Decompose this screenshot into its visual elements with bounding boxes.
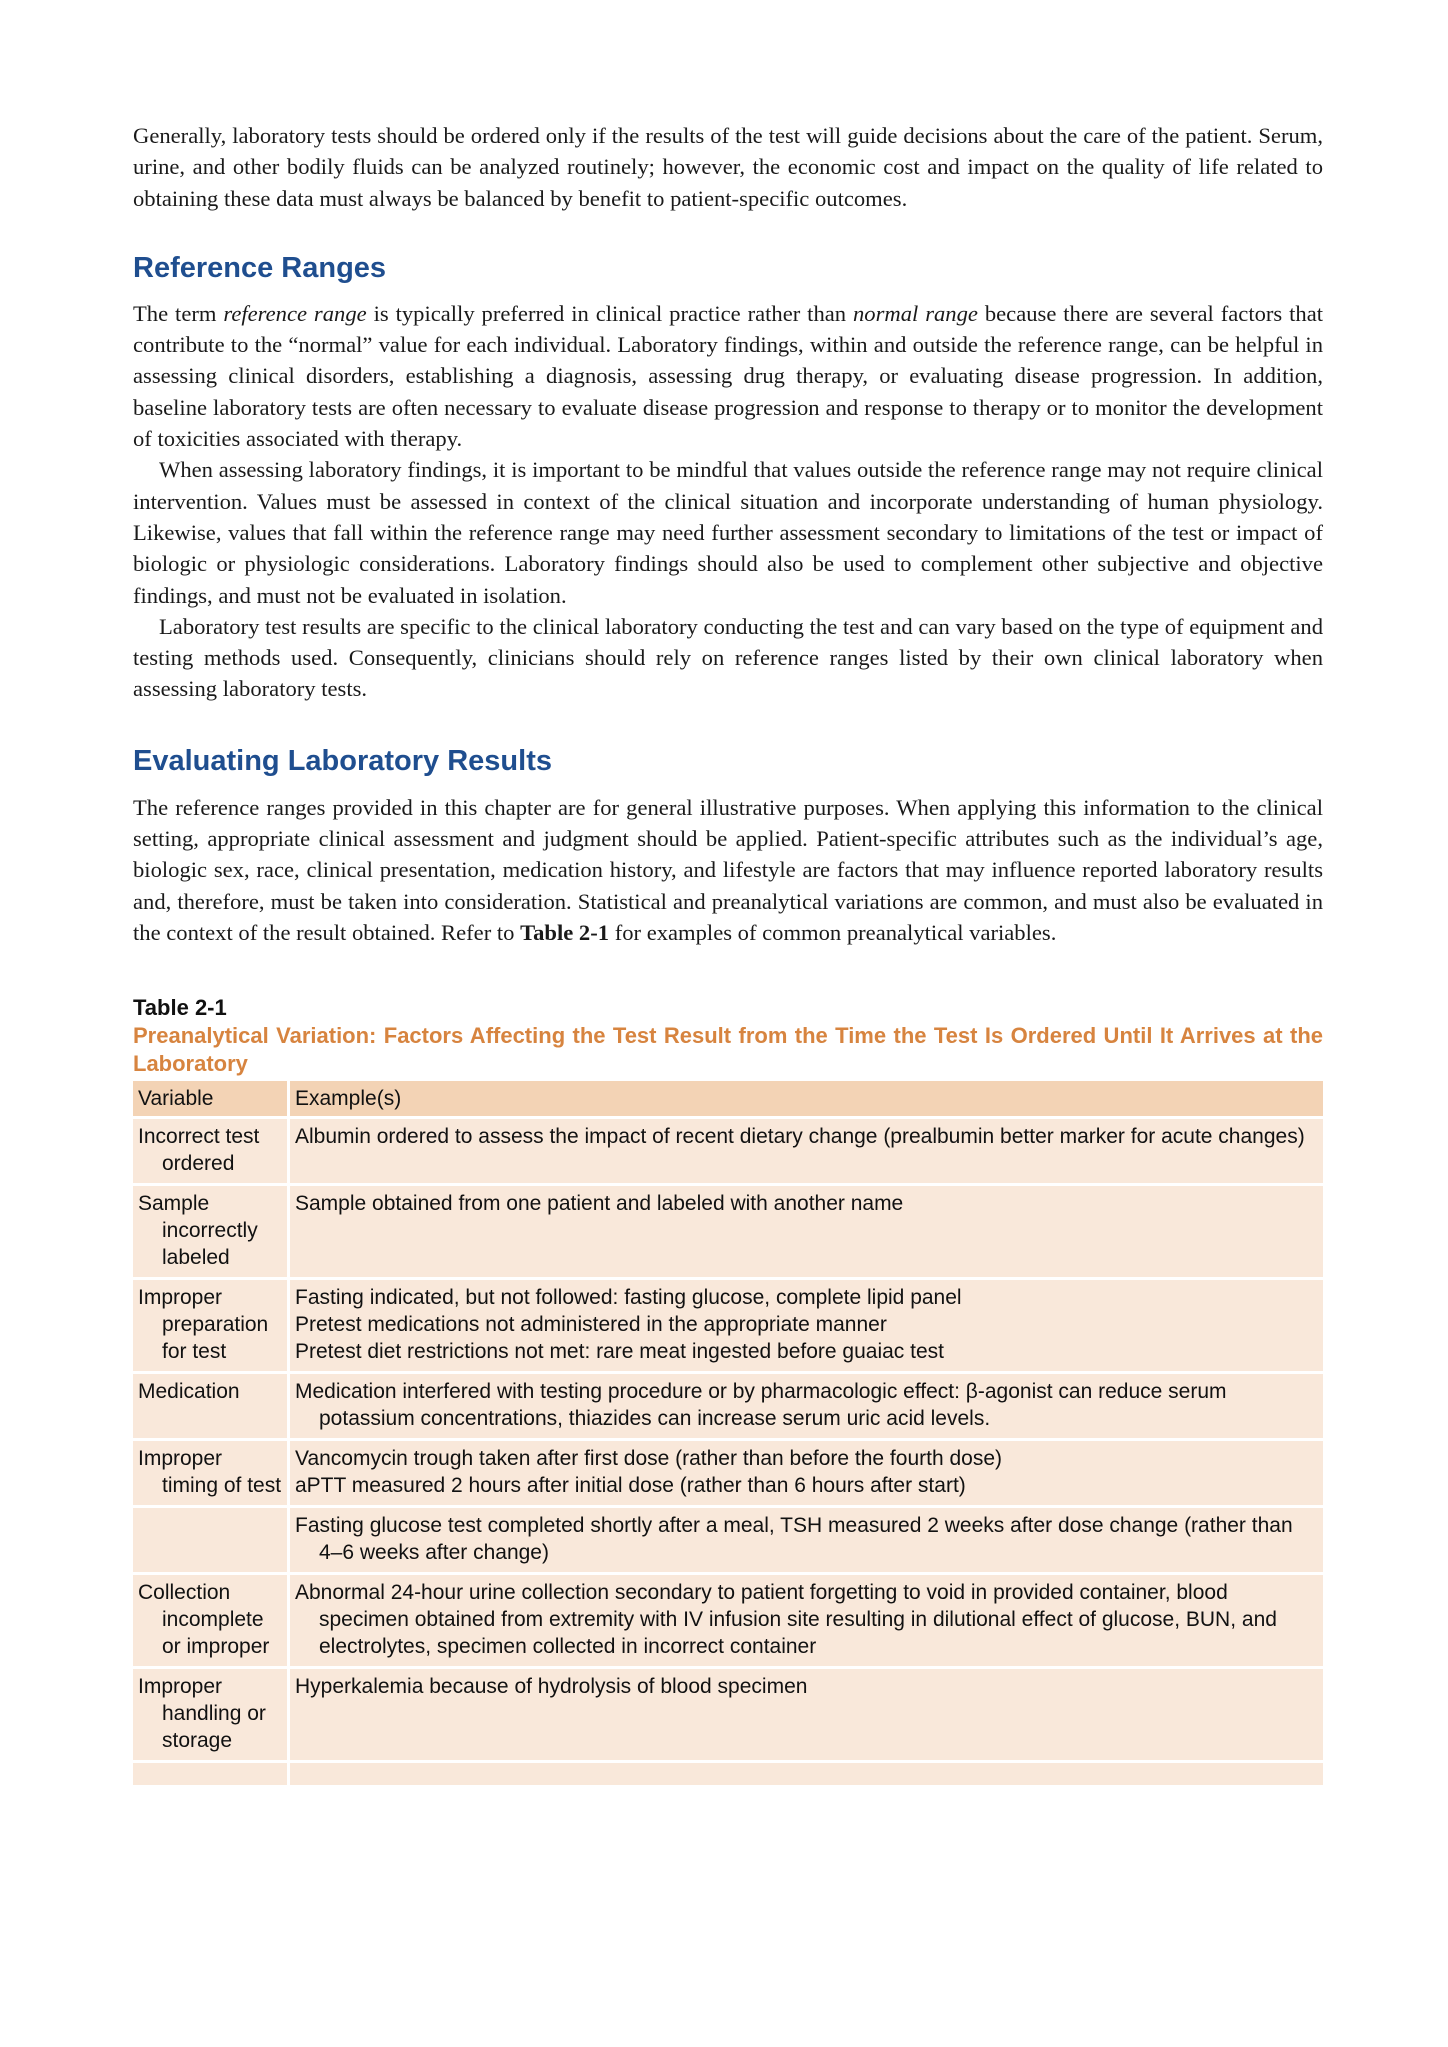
- reference-ranges-paragraph-1: The term reference range is typically preferred in clinical practice rather than normal range because there are several factors that contribute to the “normal” value for each individual. Laboratory findings, within and outside the reference range, can be helpful in assessing clinical disorders, establishing a diagnosis, assessing drug therapy, or evaluating disease progression. In addition, baseline laboratory tests are often necessary to evaluate disease progression and response to therapy or to monitor the development of toxicities associated with therapy.: [133, 300, 1324, 452]
- example-text: Abnormal 24-hour urine collection secondary to patient forgetting to void in provided container, blood specimen obtained from extremity with IV infusion site resulting in dilutional effect of glucose, BUN, and electrolytes, specimen collected in incorrect container: [295, 1581, 1277, 1659]
- variable-cell: [133, 1440, 289, 1507]
- column-header-variable: Variable: [133, 1081, 289, 1118]
- examples-cell: [289, 1507, 1324, 1574]
- table-row: [133, 1440, 1323, 1507]
- example-text: Pretest diet restrictions not met: rare meat ingested before guaiac test: [295, 1340, 944, 1364]
- table-row: [133, 1668, 1323, 1762]
- table-row: [133, 1373, 1323, 1440]
- variable-text: Incorrect test ordered: [138, 1125, 260, 1176]
- table-row: [133, 1574, 1323, 1668]
- example-text: Hyperkalemia because of hydrolysis of blood specimen: [295, 1675, 808, 1699]
- examples-cell: [289, 1668, 1324, 1762]
- intro-paragraph: Generally, laboratory tests should be ordered only if the results of the test will guide decisions about the care of the patient. Serum, urine, and other bodily fluids can be analyzed routinely; however, the economic cost and impact on the quality of life related to obtaining these data must always be balanced by benefit to patient-specific outcomes.: [133, 123, 1323, 211]
- table-label: Table 2-1: [133, 995, 227, 1021]
- variable-cell: [133, 1118, 289, 1185]
- variable-text: Improper handling or storage: [138, 1675, 266, 1753]
- preanalytical-variation-table: [133, 1081, 1323, 1788]
- term-normal-range: normal range: [853, 300, 978, 326]
- reference-ranges-paragraph-2: When assessing laboratory findings, it is important to be mindful that values outside the reference range may not require clinical intervention. Values must be assessed in context of the clinical situation and incorporate understanding of human physiology. Likewise, values that fall within the reference range may need further assessment secondary to limitations of the test or impact of biologic or physiologic considerations. Laboratory findings should also be used to complement other subjective and objective findings, and must not be evaluated in isolation.: [133, 457, 1323, 608]
- example-text: Pretest medications not administered in the appropriate manner: [295, 1313, 887, 1337]
- example-text: Albumin ordered to assess the impact of recent dietary change (prealbumin better marker for acute changes): [295, 1125, 1305, 1149]
- table-row: [133, 1185, 1323, 1279]
- evaluating-results-paragraph: The reference ranges provided in this chapter are for general illustrative purposes. When applying this information to the clinical setting, appropriate clinical assessment and judgment should be applied. Patient-specific attributes such as the individual’s age, biologic sex, race, clinical presentation, medication history, and lifestyle are factors that may influence reported laboratory results and, therefore, must be taken into consideration. Statistical and preanalytical variations are common, and must also be evaluated in the context of the result obtained. Refer to Table 2-1 for examples of common preanalytical variables.: [133, 794, 1323, 945]
- variable-cell: [133, 1507, 289, 1574]
- table-header-row: [133, 1081, 1323, 1118]
- example-text: aPTT measured 2 hours after initial dose (rather than 6 hours after start): [295, 1474, 966, 1498]
- variable-text: Improper timing of test: [138, 1447, 282, 1498]
- table-row: [133, 1507, 1323, 1574]
- examples-cell: [289, 1279, 1324, 1373]
- variable-text: Medication: [138, 1380, 240, 1404]
- table-row: [133, 1279, 1323, 1373]
- example-text: Fasting glucose test completed shortly after a meal, TSH measured 2 weeks after dose change (rather than 4–6 weeks after change): [295, 1514, 1293, 1565]
- term-reference-range: reference range: [223, 300, 367, 326]
- variable-text: Collection incomplete or improper: [138, 1581, 270, 1659]
- variable-cell: [133, 1373, 289, 1440]
- examples-cell: [289, 1118, 1324, 1185]
- table-footer-row: [133, 1762, 1323, 1787]
- variable-text: Sample incorrectly labeled: [138, 1192, 258, 1270]
- empty-cell: [289, 1762, 1324, 1787]
- reference-ranges-paragraph-3: Laboratory test results are specific to the clinical laboratory conducting the test and can vary based on the type of equipment and testing methods used. Consequently, clinicians should rely on reference ranges listed by their own clinical laboratory when assessing laboratory tests.: [133, 613, 1323, 702]
- empty-cell: [133, 1762, 289, 1787]
- section-heading-evaluating-results: Evaluating Laboratory Results: [133, 744, 552, 777]
- page-content: [133, 120, 1323, 1788]
- examples-cell: [289, 1440, 1324, 1507]
- table-row: [133, 1118, 1323, 1185]
- examples-cell: [289, 1373, 1324, 1440]
- examples-cell: [289, 1574, 1324, 1668]
- variable-cell: [133, 1185, 289, 1279]
- example-text: Sample obtained from one patient and labeled with another name: [295, 1192, 904, 1216]
- example-text: Medication interfered with testing procedure or by pharmacologic effect: β-agonist can reduce serum potassium concentrations, thiazides can increase serum uric acid levels.: [295, 1380, 1227, 1431]
- variable-cell: [133, 1279, 289, 1373]
- section-heading-reference-ranges: Reference Ranges: [133, 251, 387, 284]
- column-header-examples: Example(s): [289, 1081, 1324, 1118]
- variable-text: Improper preparation for test: [138, 1286, 269, 1364]
- table-title: Preanalytical Variation: Factors Affecting the Test Result from the Time the Test Is Ordered Until It Arrives at the Laboratory: [133, 1023, 1323, 1077]
- variable-cell: [133, 1574, 289, 1668]
- table-reference: Table 2-1: [520, 919, 610, 945]
- example-text: Vancomycin trough taken after first dose (rather than before the fourth dose): [295, 1447, 1002, 1471]
- variable-cell: [133, 1668, 289, 1762]
- table-body: [133, 1118, 1323, 1787]
- examples-cell: [289, 1185, 1324, 1279]
- example-text: Fasting indicated, but not followed: fasting glucose, complete lipid panel: [295, 1286, 962, 1310]
